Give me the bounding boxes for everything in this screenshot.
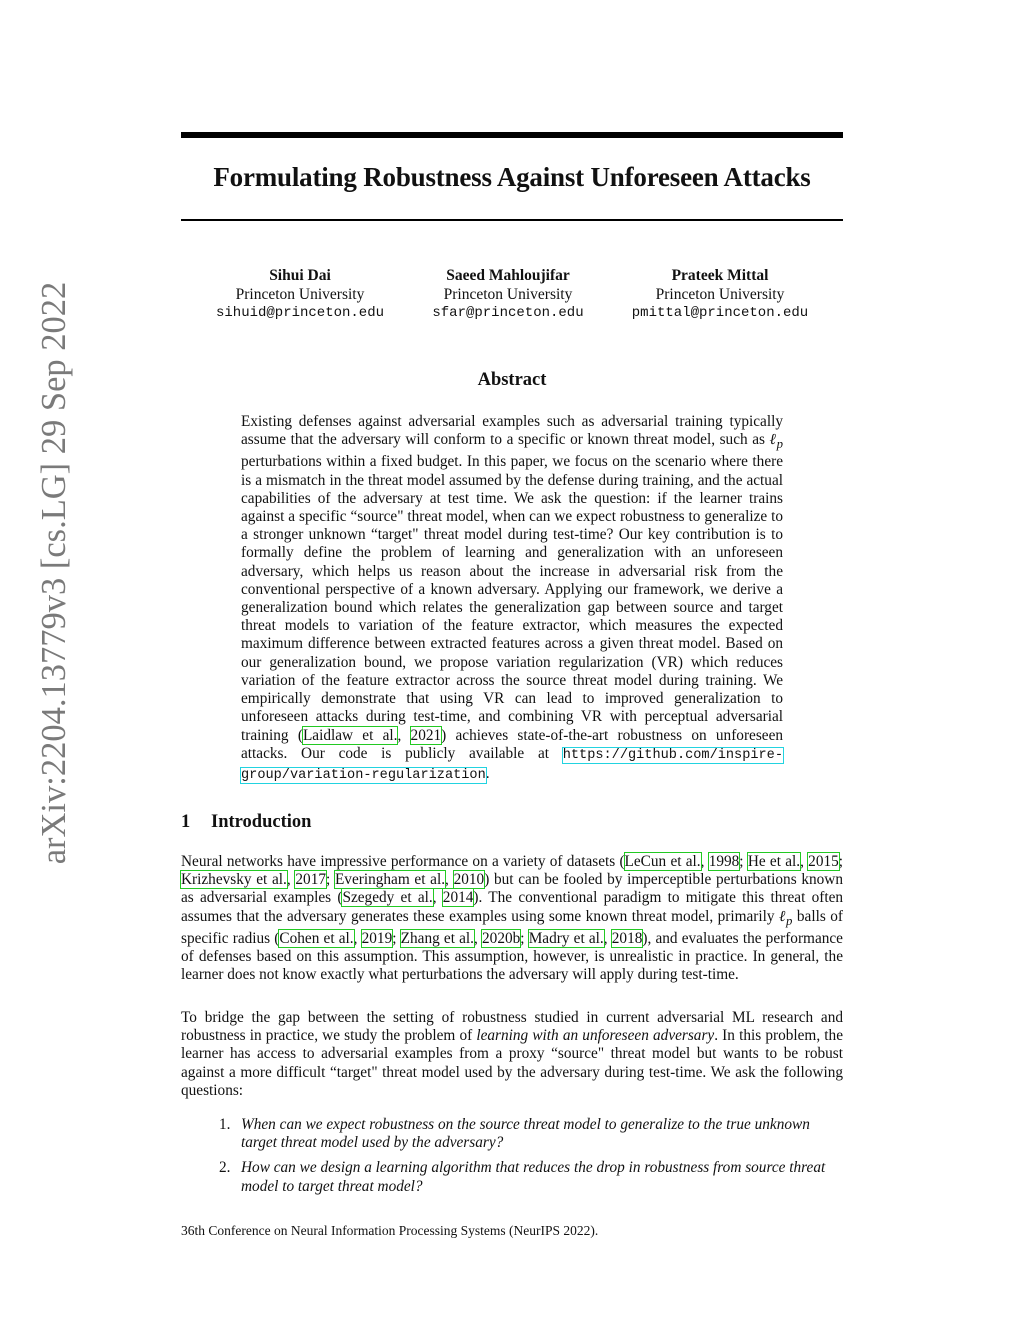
separator: , — [800, 853, 809, 870]
paragraph-text: . In this problem, the learner has access to adversarial examples from a proxy “source" threat model but wants to be robust against a more difficult “target" threat model used by the adversary during test-time. We ask the following questions: — [181, 1027, 843, 1099]
arxiv-stamp: arXiv:2204.13779v3 [cs.LG] 29 Sep 2022 — [35, 281, 73, 865]
citation-link[interactable]: 2010 — [453, 871, 485, 889]
citation-year[interactable]: 2021 — [410, 726, 442, 744]
separator: , — [286, 871, 296, 889]
citation-link[interactable]: 2020b — [482, 929, 521, 947]
paragraph-text: balls of specific radius ( — [181, 907, 843, 947]
separator: , — [474, 929, 483, 947]
abstract-body — [241, 413, 783, 785]
abstract-heading: Abstract — [477, 370, 547, 390]
abstract-text: Existing defenses against adversarial examples such as adversarial training typically assume that the adversary will conform to a specific or known threat model, such as — [241, 413, 783, 449]
citation-link[interactable]: 2018 — [611, 929, 643, 947]
citation-link[interactable]: Szegedy et al. — [342, 889, 433, 907]
author-email[interactable]: sihuid@princeton.edu — [215, 305, 385, 321]
citation-link[interactable]: Cohen et al. — [279, 929, 354, 947]
author-email[interactable]: pmittal@princeton.edu — [631, 305, 809, 321]
list-number: 2. — [219, 1159, 231, 1177]
separator: ; — [838, 853, 844, 870]
title-rule-bottom — [181, 219, 843, 221]
list-number: 1. — [219, 1116, 231, 1133]
p-subscript: p — [786, 913, 793, 928]
separator: , — [353, 929, 362, 947]
separator: , — [445, 871, 454, 889]
author-email[interactable]: sfar@princeton.edu — [432, 305, 584, 321]
separator: , — [700, 853, 709, 870]
section-heading — [181, 812, 311, 833]
author-block-2 — [398, 267, 618, 323]
separator: ; — [520, 929, 529, 947]
emphasis-text: learning with an unforeseen adversary — [476, 1027, 715, 1045]
citation-link[interactable]: LeCun et al. — [624, 853, 701, 870]
list-item — [219, 1159, 843, 1195]
author-name: Saeed Mahloujifar — [446, 267, 570, 284]
paragraph-text: ), and evaluates the performance of defenses based on this assumption. This assumption, however, is unrealistic in practice. In general, the learner does not know exactly what perturbations the adversary will apply during test-time. — [181, 929, 843, 984]
citation-link[interactable]: 2019 — [361, 929, 393, 947]
citation-link[interactable] — [411, 727, 442, 744]
section-number: 1 — [181, 812, 191, 832]
citation-link[interactable]: Madry et al. — [528, 929, 604, 947]
abstract-text: . — [485, 764, 490, 782]
list-item — [219, 1116, 843, 1152]
intro-paragraph-1 — [181, 853, 843, 984]
question-text: When can we expect robustness on the source threat model to generalize to the true unknown target threat model used by the adversary? — [241, 1116, 810, 1152]
citation-link[interactable]: 2017 — [295, 871, 326, 889]
separator: ; — [392, 929, 401, 947]
title-rule-top — [181, 132, 843, 138]
separator: ; — [325, 871, 335, 889]
paper-title: Formulating Robustness Against Unforeseen Attacks — [213, 162, 811, 192]
citation-author[interactable]: Laidlaw et al. — [302, 726, 398, 744]
p-subscript: p — [776, 437, 784, 452]
author-affiliation: Princeton University — [655, 285, 785, 303]
author-block-1 — [190, 267, 410, 323]
abstract-text: ) achieves state-of-the-art robustness on unforeseen attacks. Our code is publicly available at — [241, 726, 784, 762]
citation-link[interactable]: 1998 — [708, 853, 740, 870]
citation-link[interactable]: Krizhevsky et al. — [181, 871, 287, 889]
author-block-3 — [610, 267, 830, 323]
citation-link[interactable]: He et al. — [747, 853, 801, 870]
code-url-link[interactable]: https://github.com/inspire-group/variation-regularization — [241, 747, 783, 783]
author-affiliation: Princeton University — [235, 285, 365, 303]
author-name: Prateek Mittal — [671, 267, 769, 284]
author-affiliation: Princeton University — [443, 285, 573, 303]
separator: , — [432, 889, 443, 907]
ell-symbol: ℓ — [779, 907, 787, 925]
research-questions-list — [219, 1116, 843, 1203]
citation-link[interactable]: 2015 — [808, 853, 839, 870]
paragraph-text: ). The conventional paradigm to mitigate this threat often assumes that the adversary generates these examples using some known threat model, primarily — [181, 889, 844, 925]
question-text: How can we design a learning algorithm that reduces the drop in robustness from source threat model to target threat model? — [241, 1159, 826, 1195]
separator: , — [603, 929, 612, 947]
paragraph-text: To bridge the gap between the setting of robustness studied in current adversarial ML research and robustness in practice, we study the problem of — [181, 1009, 843, 1045]
paragraph-text: ) but can be fooled by imperceptible perturbations known as adversarial examples ( — [181, 871, 844, 907]
citation-link[interactable]: Zhang et al. — [400, 929, 474, 947]
ell-symbol: ℓ — [769, 431, 777, 449]
separator: , — [397, 726, 411, 744]
intro-paragraph-2 — [181, 1009, 843, 1100]
separator: ; — [739, 853, 748, 870]
author-name: Sihui Dai — [269, 267, 331, 284]
citation-link[interactable]: Everingham et al. — [334, 871, 446, 889]
citation-link[interactable]: 2014 — [442, 889, 474, 907]
section-title: Introduction — [211, 812, 312, 832]
conference-footnote: 36th Conference on Neural Information Processing Systems (NeurIPS 2022). — [181, 1223, 599, 1238]
paragraph-text: Neural networks have impressive performance on a variety of datasets ( — [181, 853, 625, 870]
abstract-text: perturbations within a fixed budget. In this paper, we focus on the scenario where there is a mismatch in the threat model assumed by the defense during training, and the actual capabilities of the adversary at test time. We ask the question: if the learner trains against a specific “source" threat model, when can we expect robustness to generalize to a stronger unknown “target" threat model during test-time? Our key contribution is to formally define the problem of learning and generalization with an unforeseen adversary, which helps us reason about the increase in adversarial risk from the conventional perspective of a known adversary. Applying our framework, we derive a generalization bound which relates the generalization gap between source and target threat models to variation of the feature extractor, which measures the expected maximum difference between extracted features across a given threat model. Based on our generalization bound, we propose variation regularization (VR) which reduces variation of the feature extractor across the source threat model during training. We empirically demonstrate that using VR can lead to improved generalization to unforeseen attacks during test-time, and combining VR with perceptual adversarial training ( — [241, 453, 783, 744]
citation-link[interactable] — [303, 727, 398, 744]
